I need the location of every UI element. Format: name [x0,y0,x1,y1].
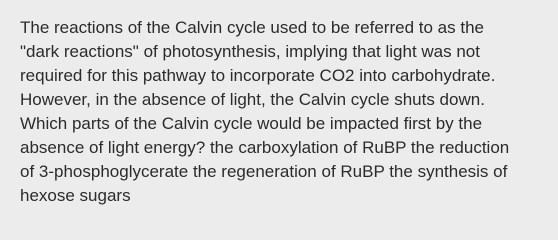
question-text-line: of 3-phosphoglycerate the regeneration of RuBP the synthesis of [20,162,508,181]
question-text-line: "dark reactions" of photosynthesis, implying that light was not [20,42,480,61]
question-text-line: required for this pathway to incorporate CO2 into carbohydrate. [20,66,496,85]
question-text-line: Which parts of the Calvin cycle would be impacted first by the [20,114,483,133]
question-text-line: absence of light energy? the carboxylation of RuBP the reduction [20,138,510,157]
question-text-line: However, in the absence of light, the Calvin cycle shuts down. [20,90,485,109]
question-text-line: The reactions of the Calvin cycle used to be referred to as the [20,18,484,37]
question-text-line: hexose sugars [20,186,131,205]
